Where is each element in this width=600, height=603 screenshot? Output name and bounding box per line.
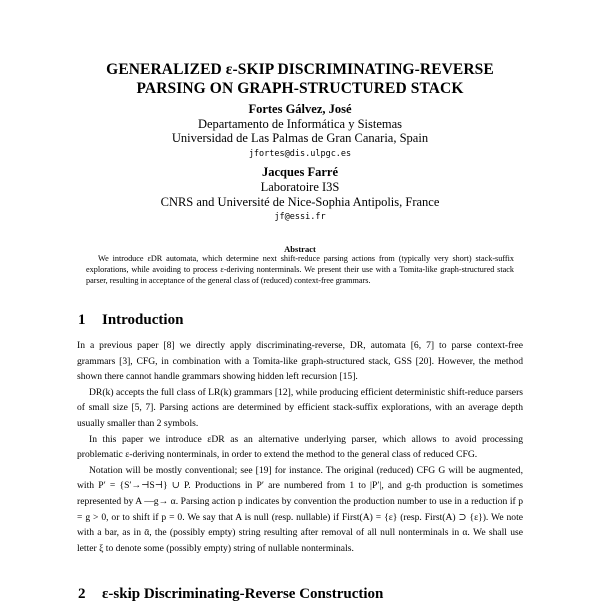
paragraph-3: In this paper we introduce εDR as an alternative underlying parser, which allows to avoid processing problematic ε-deriving nonterminals, in order to extend the method to the general class of reduced CFG. — [77, 433, 523, 461]
paragraph-2: DR(k) accepts the full class of LR(k) grammars [12], while producing efficient deterministic shift-reduce parsers of small size [5, 7]. Parsing actions are determined by efficient stack-suffix explorations, with an average depth usually smaller than 2 symbols. — [77, 386, 523, 429]
section-1-number: 1 — [78, 312, 86, 328]
author-1-affiliation-1: Departamento de Informática y Sistemas — [197, 117, 403, 131]
section-2-title: ε-skip Discriminating-Reverse Construction — [102, 586, 384, 602]
paper-title-line-2: PARSING ON GRAPH-STRUCTURED STACK — [136, 80, 464, 97]
author-2-affiliation-1: Laboratoire I3S — [260, 180, 340, 194]
paragraph-1: In a previous paper [8] we directly apply discriminating-reverse, DR, automata [6, 7] to parse context-free grammars [3], CFG, in combination with a Tomita-like graph-structured stack, GSS [20]. However, the method shown there cannot handle grammars showing hidden left recursion [15]. — [77, 340, 523, 383]
section-2-heading — [78, 585, 383, 603]
section-1-body — [77, 338, 523, 556]
author-2-name: Jacques Farré — [261, 165, 339, 179]
author-2-affiliation-2: CNRS and Université de Nice-Sophia Antipolis, France — [160, 195, 440, 209]
paragraph-4: Notation will be mostly conventional; see [19] for instance. The original (reduced) CFG G will be augmented, with P′ = {S′→⊣S⊣} ∪ P. Productions in P′ are numbered from 1 to |P′|, and g-th production is sometimes represented by A —g→ α. Parsing action p indicates by convention the production number to use in a reduction if p = g > 0, or to shift if p = 0. We say that A is null (resp. nullable) if First(A) = {ε} (resp. First(A) ⊃ {ε}). We note with a bar, as in ᾱ, the (possibly empty) string resulting after removal of all null nonterminals in α. We shall use letter ξ to denote some (possibly empty) string of nullable nonterminals. — [77, 464, 523, 554]
author-1-email: jfortes@dis.ulpgc.es — [248, 149, 352, 159]
author-1-name: Fortes Gálvez, José — [248, 102, 352, 116]
author-1-affiliation-2: Universidad de Las Palmas de Gran Canaria, Spain — [171, 131, 429, 145]
abstract-text: We introduce εDR automata, which determine next shift-reduce parsing actions from (typically very short) stack-suffix explorations, while avoiding to process ε-deriving nonterminals. We present their use with a Tomita-like graph-structured stack parser, resulting in acceptance of the general class of (reduced) context-free grammars. — [86, 254, 514, 285]
section-2-number: 2 — [78, 586, 86, 602]
section-1-title: Introduction — [102, 312, 184, 328]
author-2-email: jf@essi.fr — [274, 212, 326, 222]
abstract-heading: Abstract — [284, 244, 316, 254]
section-1-heading — [78, 311, 183, 329]
paper-title-line-1: GENERALIZED ε-SKIP DISCRIMINATING-REVERSE — [106, 61, 494, 78]
